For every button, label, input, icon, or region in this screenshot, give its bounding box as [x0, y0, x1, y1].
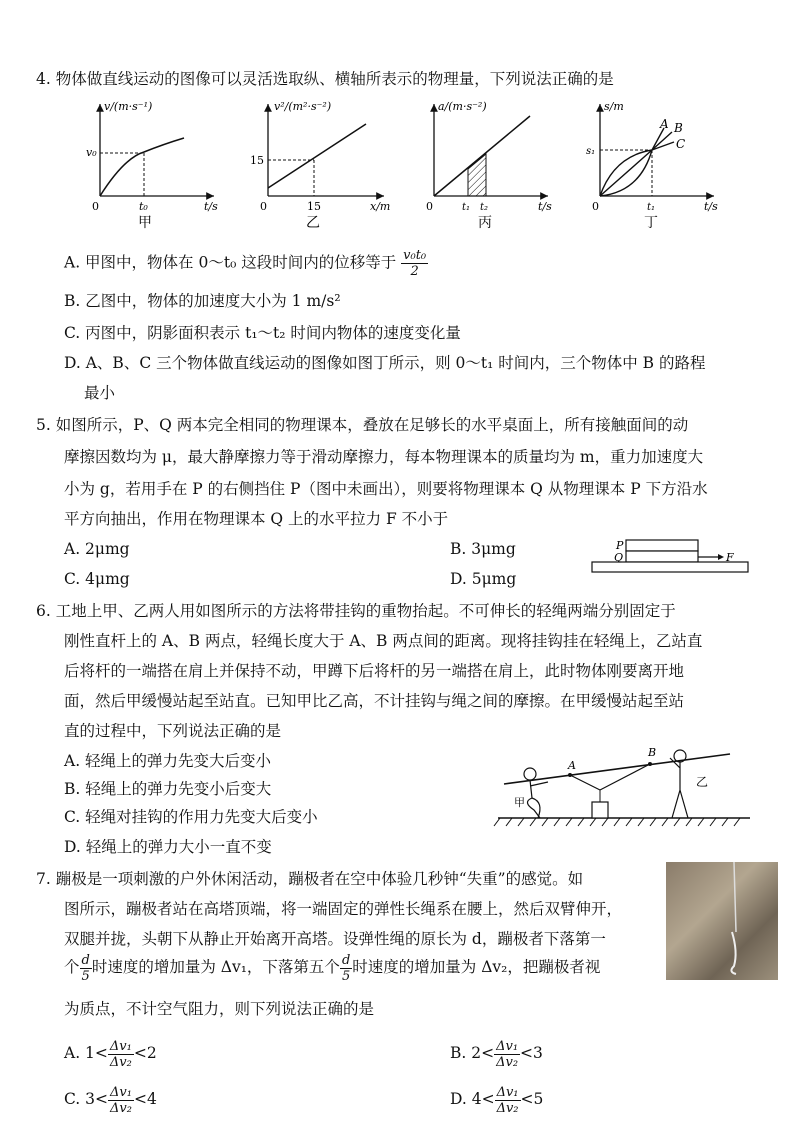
graph-ding-ytick: s₁	[586, 146, 596, 157]
graph-ding-curve-a: A	[660, 117, 669, 131]
q7-option-a-pre: A. 1<	[64, 1044, 108, 1062]
q6-option-c: C. 轻绳对挂钩的作用力先变大后变小	[64, 808, 318, 826]
q7-option-d	[450, 1082, 543, 1116]
q7-option-d-num: Δv₁	[496, 1084, 519, 1100]
q7-option-b-post: <3	[520, 1044, 543, 1062]
graph-jia	[84, 96, 234, 234]
q4-option-a-num: v₀t₀	[403, 248, 427, 263]
q6-line2: 刚性直杆上的 A、B 两点，轻绳长度大于 A、B 两点间的距离。现将挂钩挂在轻绳上，乙站直	[64, 632, 703, 650]
q7-option-a	[64, 1036, 157, 1070]
q6-line5: 直的过程中，下列说法正确的是	[64, 722, 282, 740]
graph-jia-xlabel: t/s	[204, 200, 218, 213]
q5-figure-label-q: Q	[614, 551, 624, 564]
q5-option-c: C. 4μmg	[64, 570, 130, 588]
q4-option-d-line2: 最小	[84, 384, 116, 402]
q5-figure-label-f: F	[726, 551, 734, 564]
q7-option-c-pre: C. 3<	[64, 1090, 109, 1108]
q5-line4: 平方向抽出，作用在物理课本 Q 上的水平拉力 F 不小于	[64, 510, 449, 528]
graph-bing-ylabel: a/(m·s⁻²)	[438, 100, 487, 113]
q7-line4-a: 个	[64, 958, 80, 976]
q7-line4	[64, 950, 664, 984]
graph-ding	[584, 96, 734, 234]
graph-yi-xlabel: x/m	[370, 200, 391, 213]
q6-option-b: B. 轻绳上的弹力先变小后变大	[64, 780, 272, 798]
graph-bing-caption: 丙	[478, 215, 492, 231]
q7-option-b-pre: B. 2<	[450, 1044, 495, 1062]
q4-option-b: B. 乙图中，物体的加速度大小为 1 m/s²	[64, 292, 341, 310]
graph-jia-xtick: t₀	[139, 200, 148, 213]
bungee-jumper-icon	[666, 862, 778, 980]
q7-line2: 图所示，蹦极者站在高塔顶端，将一端固定的弹性长绳系在腰上，然后双臂伸开，	[64, 900, 623, 918]
q4-stem: 4. 物体做直线运动的图像可以灵活选取纵、横轴所表示的物理量，下列说法正确的是	[36, 70, 614, 88]
q4-option-a-den: 2	[410, 264, 419, 279]
graph-bing-xtick2: t₂	[480, 202, 489, 213]
graph-yi	[246, 96, 406, 234]
graph-ding-ylabel: s/m	[604, 100, 624, 113]
q7-fraction-2	[340, 953, 352, 984]
q4-option-a	[64, 248, 428, 279]
q7-fraction-1	[80, 953, 92, 984]
bungee-photo	[666, 862, 778, 980]
q7-option-a-num: Δv₁	[109, 1038, 132, 1054]
graph-ding-xtick: t₁	[647, 202, 656, 213]
graph-jia-origin: 0	[92, 200, 99, 213]
q6-line3: 后将杆的一端搭在肩上并保持不动，甲蹲下后将杆的另一端搭在肩上，此时物体刚要离开地	[64, 662, 685, 680]
graph-yi-origin: 0	[260, 200, 267, 213]
q6-figure-label-yi: 乙	[696, 775, 709, 789]
graph-yi-ytick: 15	[250, 154, 264, 167]
q7-fraction-2-num: d	[341, 952, 351, 968]
q5-line1: 5. 如图所示，P、Q 两本完全相同的物理课本，叠放在足够长的水平桌面上，所有接触面间的动	[36, 416, 689, 434]
q7-option-a-den: Δv₂	[109, 1054, 132, 1070]
q5-line2: 摩擦因数均为 μ，最大静摩擦力等于滑动摩擦力，每本物理课本的质量均为 m，重力加速度大	[64, 448, 704, 466]
q6-line4: 面，然后甲缓慢站起至站直。已知甲比乙高，不计挂钩与绳之间的摩擦。在甲缓慢站起至站	[64, 692, 685, 710]
q6-option-d: D. 轻绳上的弹力大小一直不变	[64, 838, 272, 856]
q4-option-a-text: A. 甲图中，物体在 0～t₀ 这段时间内的位移等于	[64, 253, 397, 272]
graph-ding-curve-c: C	[676, 137, 686, 151]
q7-option-a-ratio	[108, 1039, 134, 1070]
q7-option-c-den: Δv₂	[110, 1100, 132, 1116]
graph-ding-xlabel: t/s	[704, 200, 718, 213]
q5-option-a: A. 2μmg	[64, 540, 130, 558]
q7-fraction-2-den: 5	[341, 968, 351, 984]
q6-figure-label-jia: 甲	[514, 796, 525, 809]
q4-option-d-line1: D. A、B、C 三个物体做直线运动的图像如图丁所示，则 0～t₁ 时间内，三个物体中 B 的路程	[64, 354, 706, 372]
q5-option-d: D. 5μmg	[450, 570, 517, 588]
q6-figure-label-a: A	[568, 759, 576, 772]
q7-fraction-1-den: 5	[81, 968, 90, 984]
q7-option-a-post: <2	[133, 1044, 157, 1062]
q7-option-b-den: Δv₂	[496, 1054, 519, 1070]
graph-ding-caption: 丁	[644, 215, 658, 231]
q7-option-c-ratio	[108, 1085, 134, 1116]
q5-figure-label-p: P	[616, 539, 624, 552]
q7-option-d-ratio	[495, 1085, 521, 1116]
q7-option-b-ratio	[494, 1039, 520, 1070]
graph-yi-ylabel: v²/(m²·s⁻²)	[274, 100, 332, 113]
q5-figure	[590, 530, 760, 580]
q4-option-a-fraction	[401, 248, 428, 279]
q7-line4-c: 时速度的增加量为 Δv₂，把蹦极者视	[352, 958, 601, 976]
q6-figure-label-b: B	[648, 746, 657, 759]
q6-line1: 6. 工地上甲、乙两人用如图所示的方法将带挂钩的重物抬起。不可伸长的轻绳两端分别固定于	[36, 602, 676, 620]
q6-figure	[490, 740, 760, 830]
q7-option-d-post: <5	[520, 1090, 544, 1108]
q4-option-c: C. 丙图中，阴影面积表示 t₁～t₂ 时间内物体的速度变化量	[64, 324, 461, 342]
q7-option-d-pre: D. 4<	[450, 1090, 495, 1108]
graph-bing	[420, 96, 570, 234]
graph-ding-curve-b: B	[674, 121, 683, 135]
q7-option-d-den: Δv₂	[496, 1100, 519, 1116]
graph-bing-xlabel: t/s	[538, 200, 552, 213]
q7-line5: 为质点，不计空气阻力，则下列说法正确的是	[64, 1000, 375, 1018]
q7-line3: 双腿并拢，头朝下从静止开始离开高塔。设弹性绳的原长为 d，蹦极者下落第一	[64, 930, 606, 948]
q7-option-b	[450, 1036, 543, 1070]
graph-ding-origin: 0	[592, 200, 599, 213]
q6-option-a: A. 轻绳上的弹力先变大后变小	[64, 752, 272, 770]
graph-yi-xtick: 15	[307, 200, 321, 213]
graph-jia-ylabel: v/(m·s⁻¹)	[104, 100, 153, 113]
graph-jia-caption: 甲	[138, 215, 152, 231]
q5-line3: 小为 g，若用手在 P 的右侧挡住 P（图中未画出），则要将物理课本 Q 从物理课本 P 下方沿水	[64, 480, 708, 498]
graph-yi-caption: 乙	[306, 215, 320, 231]
q7-line1: 7. 蹦极是一项刺激的户外休闲活动，蹦极者在空中体验几秒钟“失重”的感觉。如	[36, 870, 584, 888]
q7-option-b-num: Δv₁	[496, 1038, 519, 1054]
graph-bing-xtick1: t₁	[462, 202, 471, 213]
q7-option-c	[64, 1082, 157, 1116]
q7-option-c-num: Δv₁	[110, 1084, 132, 1100]
q7-option-c-post: <4	[133, 1090, 157, 1108]
graph-jia-ytick: v₀	[86, 146, 97, 159]
q5-option-b: B. 3μmg	[450, 540, 516, 558]
graph-bing-origin: 0	[426, 200, 433, 213]
q7-fraction-1-num: d	[81, 952, 90, 968]
q7-line4-b: 时速度的增加量为 Δv₁，下落第五个	[91, 958, 340, 976]
